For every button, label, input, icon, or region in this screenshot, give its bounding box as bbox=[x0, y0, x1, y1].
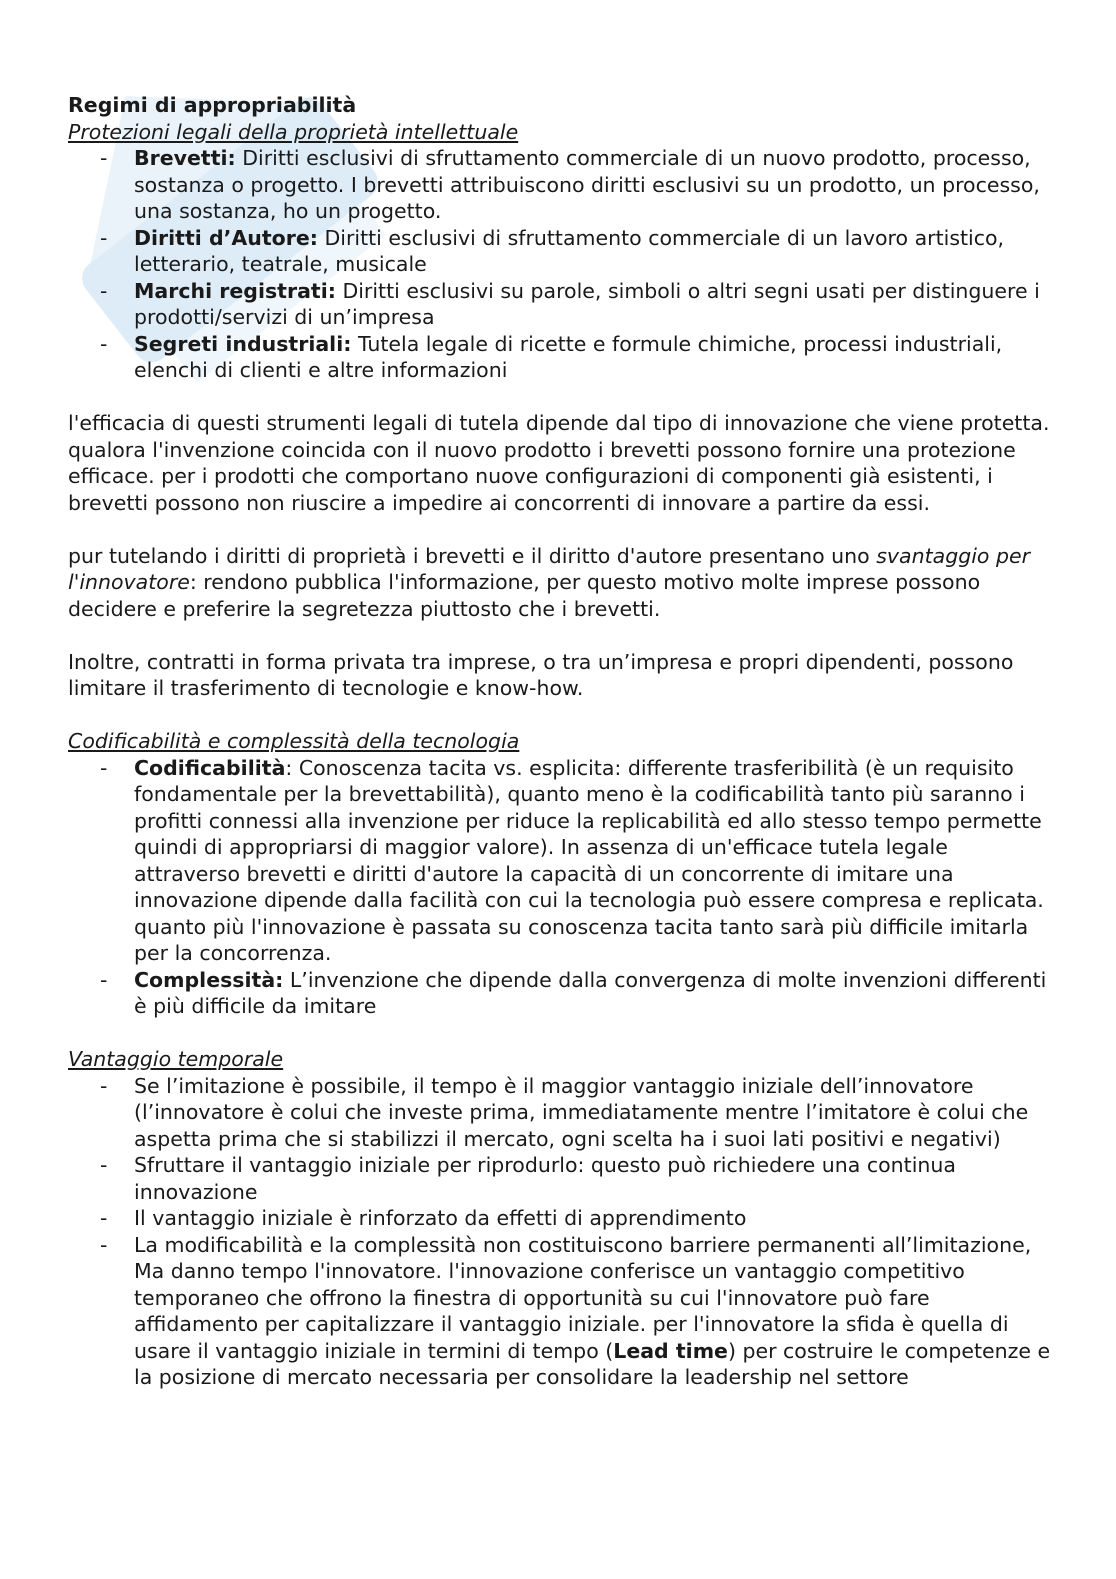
page-title: Regimi di appropriabilità bbox=[68, 93, 357, 117]
item-text: La modificabilità e la complessità non costituiscono barriere permanenti all’limitazione, Ma danno tempo l'innovatore. l'innovazione conferisce un vantaggio competitivo temporaneo che offrono la finestra di opportunità su cui l'innovatore può fare affidamento per capitalizzare il vantaggio iniziale. per l'innovatore la sfida è quella di usare il vantaggio iniziale in termini di tempo ( bbox=[134, 1232, 1032, 1363]
item-term: Marchi registrati: bbox=[134, 278, 336, 303]
item-term: Lead time bbox=[613, 1338, 728, 1363]
paragraph-contracts: Inoltre, contratti in forma privata tra imprese, o tra un’impresa e propri dipendenti, possono limitare il trasferimento di tecnologie e know-how. bbox=[68, 649, 1014, 700]
list-item bbox=[68, 1232, 1058, 1391]
list-item: - Sfruttare il vantaggio iniziale per riprodurlo: questo può richiedere una continua innovazione bbox=[68, 1152, 1058, 1205]
list-item: - Se l’imitazione è possibile, il tempo è il maggior vantaggio iniziale dell’innovatore (l’innovatore è colui che investe prima, immediatamente mentre l’imitatore è colui che aspetta prima che si stabilizzi il mercato, ogni scelta ha i suoi lati positivi e negativi) bbox=[68, 1073, 1058, 1153]
item-term: Codificabilità bbox=[134, 755, 286, 780]
item-text: Diritti esclusivi su parole, simboli o altri segni usati per distinguere i prodotti/servizi di un’impresa bbox=[134, 278, 1040, 329]
item-text: ) per costruire le competenze e la posizione di mercato necessaria per consolidare la leadership nel settore bbox=[134, 1338, 1051, 1389]
paragraph-text: : rendono pubblica l'informazione, per questo motivo molte imprese possono decidere e preferire la segretezza piuttosto che i brevetti. bbox=[68, 570, 981, 621]
item-term: Segreti industriali: bbox=[134, 331, 352, 356]
list-item bbox=[68, 755, 1058, 967]
legal-protections-list bbox=[68, 145, 1058, 384]
item-text: L’invenzione che dipende dalla convergenza di molte invenzioni differenti è più difficile da imitare bbox=[134, 967, 1047, 1018]
item-text: Tutela legale di ricette e formule chimiche, processi industriali, elenchi di clienti e altre informazioni bbox=[134, 331, 1003, 382]
list-item bbox=[68, 145, 1058, 225]
list-item bbox=[68, 967, 1058, 1020]
document-body bbox=[68, 92, 1058, 1391]
item-text: Diritti esclusivi di sfruttamento commerciale di un nuovo prodotto, processo, sostanza o progetto. I brevetti attribuiscono diritti esclusivi su un prodotto, un processo, una sostanza, ho un progetto. bbox=[134, 146, 1040, 223]
list-item bbox=[68, 331, 1058, 384]
paragraph-disadvantage bbox=[68, 543, 1058, 623]
item-text: : Conoscenza tacita vs. esplicita: differente trasferibilità (è un requisito fondamentale per la brevettabilità), quanto meno è la codificabilità tanto più saranno i profitti connessi alla invenzione per riduce la replicabilità ed allo stesso tempo permette quindi di appropriarsi di maggior valore). In assenza di un'efficace tutela legale attraverso brevetti e diritti d'autore la capacità di un concorrente di imitare una innovazione dipende dalla facilità con cui la tecnologia può essere compresa e replicata. quanto più l'innovazione è passata su conoscenza tacita tanto sarà più difficile imitarla per la concorrenza. bbox=[134, 755, 1044, 965]
paragraph-emphasis: svantaggio per l'innovatore bbox=[68, 543, 1031, 594]
item-term: Diritti d’Autore: bbox=[134, 225, 318, 250]
section-heading-time-advantage: Vantaggio temporale bbox=[68, 1047, 284, 1071]
list-item bbox=[68, 225, 1058, 278]
item-term: Complessità: bbox=[134, 967, 284, 992]
codifiability-list bbox=[68, 755, 1058, 1020]
time-advantage-list bbox=[68, 1073, 1058, 1391]
item-text: Diritti esclusivi di sfruttamento commerciale di un lavoro artistico, letterario, teatrale, musicale bbox=[134, 225, 1005, 276]
section-heading-codifiability: Codificabilità e complessità della tecnologia bbox=[68, 729, 520, 753]
list-item: - Il vantaggio iniziale è rinforzato da effetti di apprendimento bbox=[68, 1205, 1058, 1232]
section-heading-legal: Protezioni legali della proprietà intellettuale bbox=[68, 119, 519, 144]
item-term: Brevetti: bbox=[134, 146, 236, 170]
paragraph-efficacy: l'efficacia di questi strumenti legali di tutela dipende dal tipo di innovazione che viene protetta. qualora l'invenzione coincida con il nuovo prodotto i brevetti possono fornire una protezione efficace. per i prodotti che comportano nuove configurazioni di componenti già esistenti, i brevetti possono non riuscire a impedire ai concorrenti di innovare a partire da essi. bbox=[68, 411, 1050, 515]
paragraph-text: pur tutelando i diritti di proprietà i brevetti e il diritto d'autore presentano uno bbox=[68, 543, 877, 568]
list-item bbox=[68, 278, 1058, 331]
